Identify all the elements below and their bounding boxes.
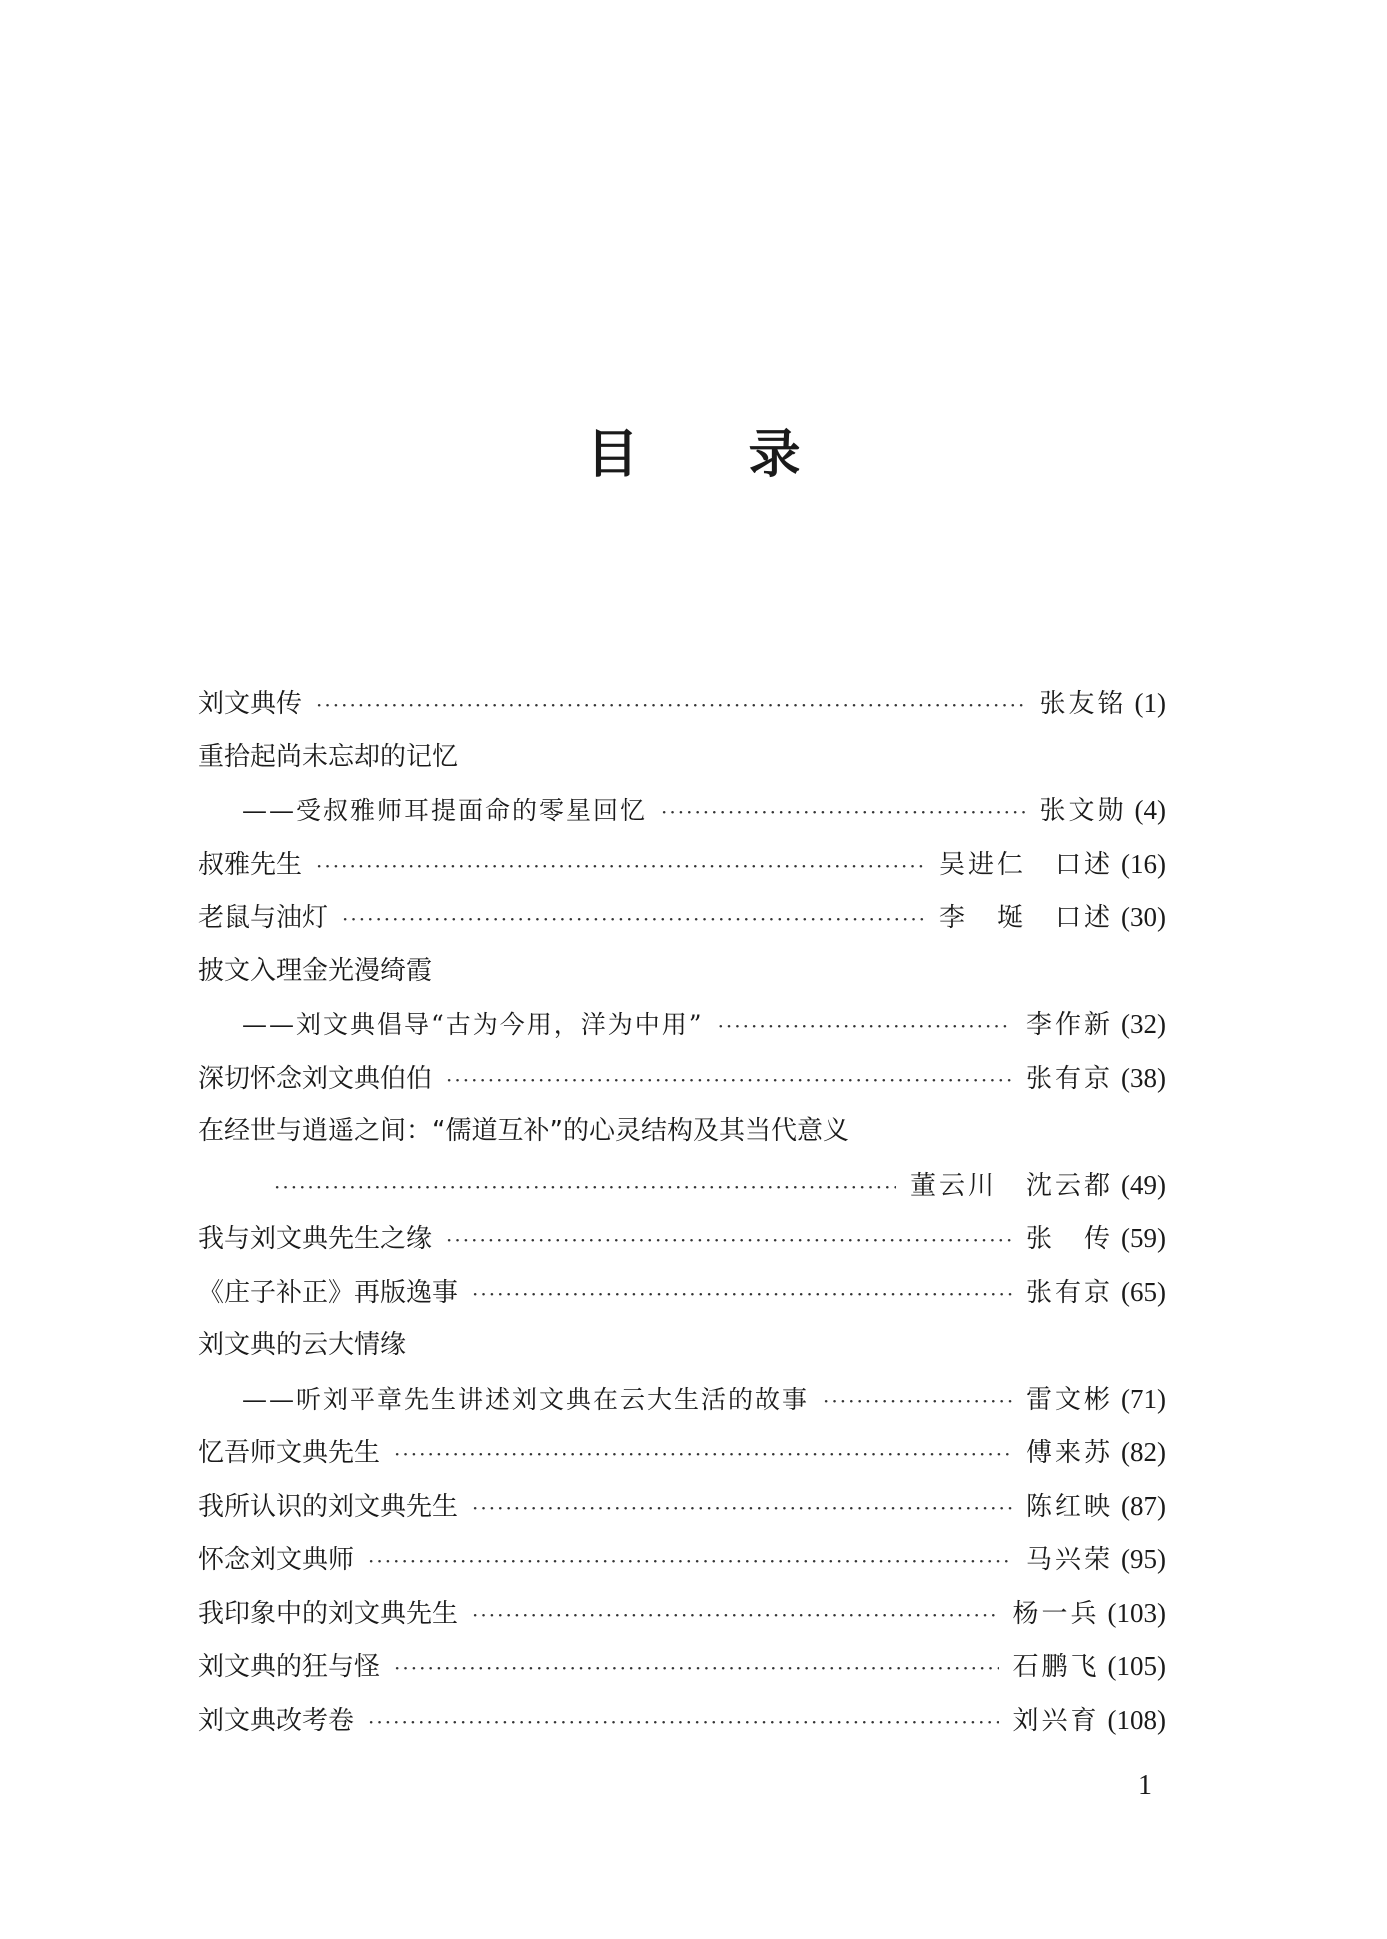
entry-author: 石鹏飞: [1012, 1652, 1100, 1682]
entry-page: (4): [1134, 795, 1166, 825]
entry-title: 我印象中的刘文典先生: [198, 1598, 459, 1629]
leader-dots: [446, 1054, 1012, 1108]
toc-entry[interactable]: [198, 838, 1166, 892]
entry-title: 深切怀念刘文典伯伯: [198, 1063, 433, 1094]
leader-dots: [394, 1642, 998, 1696]
entry-author: 刘兴育: [1012, 1705, 1100, 1736]
entry-page: (71): [1121, 1383, 1166, 1414]
table-of-contents: [198, 677, 1166, 1747]
entry-page: (95): [1121, 1544, 1166, 1574]
entry-page: (65): [1121, 1276, 1166, 1307]
leader-dots: [342, 893, 925, 947]
entry-author: 张 传: [1026, 1224, 1114, 1254]
leader-dots: [718, 1000, 1012, 1054]
leader-dots: [472, 1268, 1012, 1322]
entry-page: (108): [1107, 1704, 1166, 1735]
entry-author: 张友铭: [1039, 689, 1127, 719]
title-char-2: 录: [748, 424, 801, 485]
toc-entry[interactable]: [198, 1052, 1166, 1106]
toc-entry[interactable]: [198, 677, 1166, 731]
entry-subtitle: ——听刘平章先生讲述刘文典在云大生活的故事: [242, 1384, 810, 1414]
leader-dots: [661, 786, 1025, 840]
entry-author: 杨一兵: [1012, 1598, 1100, 1629]
entry-author: 张有京: [1026, 1063, 1114, 1094]
entry-author: 张有京: [1026, 1277, 1114, 1308]
entry-page: (1): [1134, 688, 1166, 718]
leader-dots: [274, 1161, 896, 1215]
entry-page: (105): [1107, 1651, 1166, 1681]
entry-title: 刘文典的狂与怪: [198, 1652, 381, 1682]
entry-title: 怀念刘文典师: [198, 1545, 355, 1575]
toc-entry-subtitle[interactable]: [198, 784, 1166, 838]
entry-title: 在经世与逍遥之间：“儒道互补”的心灵结构及其当代意义: [198, 1116, 849, 1146]
leader-dots: [472, 1589, 998, 1643]
toc-entry-subtitle[interactable]: [198, 1373, 1166, 1427]
entry-title: 刘文典的云大情缘: [198, 1330, 407, 1360]
entry-page: (16): [1121, 848, 1166, 879]
toc-entry[interactable]: [198, 1480, 1166, 1534]
toc-entry[interactable]: [198, 1587, 1166, 1641]
page-title: [0, 412, 1387, 487]
entry-author: 雷文彬: [1026, 1384, 1114, 1415]
leader-dots: [823, 1375, 1012, 1429]
entry-author: 李作新: [1026, 1010, 1114, 1040]
toc-entry[interactable]: [198, 1533, 1166, 1587]
toc-entry-continuation[interactable]: [198, 1159, 1166, 1213]
entry-page: (38): [1121, 1062, 1166, 1093]
leader-dots: [368, 1696, 998, 1750]
leader-dots: [316, 679, 1025, 733]
toc-entry[interactable]: [198, 891, 1166, 945]
entry-subtitle: ——受叔雅师耳提面命的零星回忆: [242, 796, 648, 825]
entry-author: 董云川 沈云都: [910, 1170, 1114, 1201]
entry-page: (59): [1121, 1223, 1166, 1253]
entry-author: 吴进仁 口述: [939, 849, 1114, 880]
entry-title: 我与刘文典先生之缘: [198, 1224, 433, 1254]
page-number: 1: [1138, 1770, 1152, 1801]
leader-dots: [394, 1428, 1012, 1482]
entry-subtitle: ——刘文典倡导“古为今用，洋为中用”: [242, 1010, 704, 1039]
entry-title: 刘文典传: [198, 689, 303, 719]
title-char-1: 目: [586, 424, 639, 485]
entry-author: 张文勋: [1039, 796, 1127, 826]
toc-entry[interactable]: [198, 731, 1166, 785]
leader-dots: [446, 1214, 1012, 1268]
toc-entry[interactable]: [198, 1694, 1166, 1748]
leader-dots: [316, 840, 925, 894]
entry-title: 叔雅先生: [198, 849, 303, 880]
entry-title: 我所认识的刘文典先生: [198, 1491, 459, 1522]
entry-title: 重拾起尚未忘却的记忆: [198, 741, 459, 772]
entry-author: 李 埏 口述: [939, 903, 1114, 933]
entry-author: 傅来苏: [1026, 1438, 1114, 1468]
toc-entry-subtitle[interactable]: [198, 998, 1166, 1052]
toc-entry[interactable]: [198, 1212, 1166, 1266]
leader-dots: [472, 1482, 1012, 1536]
toc-entry[interactable]: [198, 945, 1166, 999]
entry-page: (82): [1121, 1437, 1166, 1467]
entry-title: 披文入理金光漫绮霞: [198, 955, 433, 986]
toc-entry[interactable]: [198, 1266, 1166, 1320]
entry-title: 老鼠与油灯: [198, 903, 329, 933]
toc-entry[interactable]: [198, 1426, 1166, 1480]
entry-page: (32): [1121, 1009, 1166, 1039]
entry-page: (87): [1121, 1490, 1166, 1521]
toc-entry[interactable]: [198, 1319, 1166, 1373]
entry-title: 《庄子补正》再版逸事: [198, 1277, 459, 1308]
entry-author: 陈红映: [1026, 1491, 1114, 1522]
entry-page: (103): [1107, 1597, 1166, 1628]
leader-dots: [368, 1535, 1012, 1589]
entry-title: 刘文典改考卷: [198, 1705, 355, 1736]
entry-author: 马兴荣: [1026, 1545, 1114, 1575]
entry-page: (30): [1121, 902, 1166, 932]
toc-entry[interactable]: [198, 1105, 1166, 1159]
entry-title: 忆吾师文典先生: [198, 1438, 381, 1468]
entry-page: (49): [1121, 1169, 1166, 1200]
toc-entry[interactable]: [198, 1640, 1166, 1694]
